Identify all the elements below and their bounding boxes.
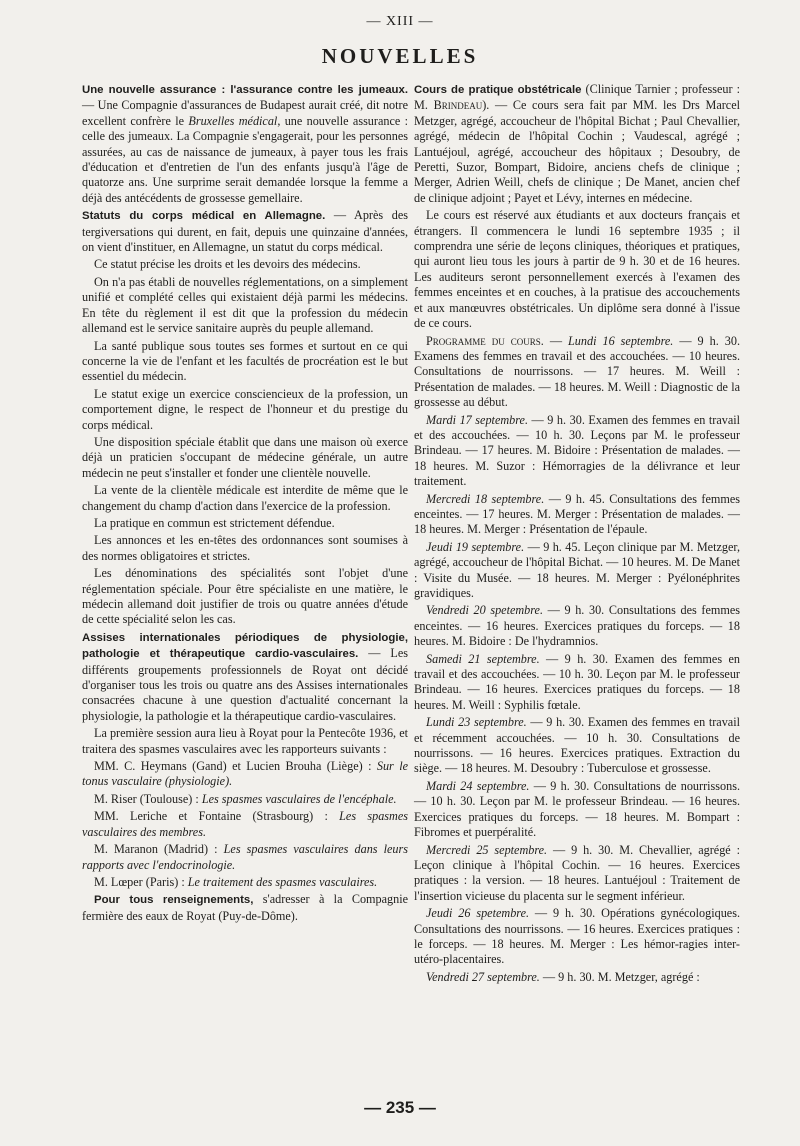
paragraph: Le cours est réservé aux étudiants et aux docteurs français et étrangers. Il commencera le lundi 16 septembre 1935 ; il comprendra une série de leçons cliniques, théoriques et pratiques, qui auront lieu tous les jours à partir de 9 h. 30 et de 16 heures. Les auditeurs seront personnellement exercés à l'examen des femmes enceintes et en couches, à la pratisue des accouchements et aux manœuvres obstétricales. Un diplôme sera donné à l'issue de ce cours. — [414, 208, 740, 331]
left-column — [82, 82, 408, 926]
article-german-statute: Statuts du corps médical en Allemagne. — Après des tergiversations qui durent, en fait, depuis une quinzaine d'années, on vient d'instituer, en Allemagne, un statut du corps médical. — [82, 208, 408, 255]
program-item: Jeudi 19 septembre. — 9 h. 45. Leçon clinique par M. Metzger, agrégé, accoucheur de l'hôpital Bichat. — 10 heures. M. De Manet : Visite du Musée. — 18 heures. M. Merger : Pyélonéphrites gravidiques. — [414, 539, 740, 600]
paragraph-info: Pour tous renseignements, s'adresser à la Compagnie fermière des eaux de Royat (Puy-de-Dôme). — [82, 892, 409, 923]
paragraph: Une disposition spéciale établit que dans une maison où exerce déjà un praticien s'occupant de médecine générale, un autre médecin ne peut s'installer et fonder une clientèle nouvelle. — [82, 434, 408, 480]
program-item: Lundi 23 septembre. — 9 h. 30. Examen des femmes en travail et récemment accouchées. — 10 h. 30. Consultations de nourrissons. — 16 heures. Exercices pratiques. Extraction du siège. — 18 heures. M. Desoubry : Tuberculose et grossesse. — [414, 715, 740, 776]
page-title: NOUVELLES — [321, 44, 479, 68]
reporter-item: M. Lœper (Paris) : Le traitement des spasmes vasculaires. — [94, 874, 378, 889]
reporter-item: MM. Leriche et Fontaine (Strasbourg) : Les spasmes vasculaires des membres. — [82, 809, 408, 839]
paragraph: Les annonces et les en-têtes des ordonnances sont soumises à des normes obligatoires et strictes. — [82, 533, 408, 563]
article-lead: Assises internationales périodiques de physiologie, pathologie et thérapeutique cardio-vasculaires. — [82, 631, 408, 661]
program-item: Programme du cours. — Lundi 16 septembre. — 9 h. 30. Examens des femmes en travail et des accouchées. — 10 heures. Consultations de nourrissons. — 17 heures. M. Weill : Présentation de malades. — 18 heures. M. Weill : Diagnostic de la grossesse au début. — [414, 333, 741, 410]
article-twins-insurance: Une nouvelle assurance : l'assurance contre les jumeaux. — Une Compagnie d'assurances de Budapest aurait créé, dit notre excellent confrère le Bruxelles médical, une nouvelle assurance : celle des jumeaux. La Compagnie s'engagerait, pour les personnes assurées, au cas de naissance de jumeaux, à payer tous les frais d'éducation et d'entretien de l'un des enfants jusqu'à l'âge de quatorze ans. Une surprime serait demandée lorsque la femme a déjà des antécédents de grossesse gemellaire. — [82, 84, 408, 205]
article-obstetric-course: Cours de pratique obstétricale (Clinique Tarnier ; professeur : M. Brindeau). — Ce cours sera fait par MM. les Drs Marcel Metzger, agrégé, accoucheur de l'hôpital Bichat ; Paul Chevallier, agrégé, médecin de l'hôpital Cochin ; Vaudescal, agrégé ; Lantuéjoul, agrégé, accoucheur des hôpitaux ; Desoubry, de Peretti, Suzor, Bompart, Bidoire, anciens chefs de clinique ; Merger, Adrien Weill, chefs de clinique ; De Manet, ancien chef de clinique adjoint ; Payet et Lévy, internes en médecine. — [414, 82, 741, 205]
program-item: Mardi 17 septembre. — 9 h. 30. Examen des femmes en travail et des accouchées. — 10 h. 30. Leçons par M. le professeur Brindeau. — 17 heures. M. Bidoire : Présentation de malades. — 18 heures. M. Suzor : Hémorragies de la délivrance et leur traitement. — [414, 412, 741, 489]
article-lead: Une nouvelle assurance : l'assurance contre les jumeaux. — [82, 84, 408, 96]
program-item: Jeudi 26 spetembre. — 9 h. 30. Opérations gynécologiques. Consultations des nourrissons. — 16 heures. Exercices pratiques : le forceps. — 18 heures. M. Merger : Les hémor-ragies inter-utéro-placentaires. — [414, 906, 740, 967]
running-head: — XIII — — [366, 14, 434, 29]
article-cardio-assises: Assises internationales périodiques de physiologie, pathologie et thérapeutique cardio-vasculaires. — Les différents groupements professionnels de Royat ont décidé d'organiser tous les trois ou quatre ans des Assises internationales consacrées chacune à une question d'actualité concernant la physiologie, la pathologie et la thérapeutique cardio-vasculaires. — [82, 631, 408, 723]
program-item: Vendredi 20 spetembre. — 9 h. 30. Consultations des femmes enceintes. — 16 heures. Exercices pratiques du forceps. — 18 heures. M. Bidoire : De l'hydramnios. — [414, 603, 740, 649]
reporter-item: M. Riser (Toulouse) : Les spasmes vasculaires de l'encéphale. — [94, 791, 397, 806]
program-item: Samedi 21 septembre. — 9 h. 30. Examen des femmes en travail et des accouchées. — 10 h. 30. Leçon par M. le professeur Brindeau. — 16 heures. Exercices pratiques du forceps. — 18 heures. M. Weill : Syphilis fœtale. — [414, 651, 741, 712]
program-item: Mercredi 18 septembre. — 9 h. 45. Consultations des femmes enceintes. — 17 heures. M. Merger : Présentation de malades. — 18 heures. M. Merger : Présentation de l'épaule. — [414, 491, 741, 537]
program-item: Mardi 24 septembre. — 9 h. 30. Consultations de nourrissons. — 10 h. 30. Leçon par M. le professeur Brindeau. — 16 heures. Exercices pratiques du forceps. — 18 heures. M. Bompart : Fibromes et puerpéralité. — [414, 778, 740, 840]
program-item: Mercredi 25 septembre. — 9 h. 30. M. Chevallier, agrégé : Leçon clinique à l'hôpital Cochin. — 16 heures. Exercices pratiques : la version. — 18 heures. Lantuéjoul : Traitement de l'insertion vicieuse du placenta sur le segment inférieur. — [414, 842, 740, 903]
paragraph: La pratique en commun est strictement défendue. — [94, 515, 335, 530]
paragraph: La santé publique sous toutes ses formes et surtout en ce qui concerne la vie de l'enfant et les facultés de procréation est le but essentiel du médecin. — [82, 338, 408, 384]
paragraph: La première session aura lieu à Royat pour la Pentecôte 1936, et traitera des spasmes vasculaires avec les rapporteurs suivants : — [82, 726, 408, 756]
page-number: — 235 — — [364, 1098, 436, 1117]
program-item: Vendredi 27 septembre. — 9 h. 30. M. Metzger, agrégé : — [426, 969, 700, 984]
article-lead: Cours de pratique obstétricale — [414, 84, 582, 96]
program-label: Programme du cours. — [426, 333, 544, 348]
paragraph: Le statut exige un exercice consciencieux de la profession, un comportement digne, le respect de l'honneur et du prestige du corps médical. — [82, 386, 408, 432]
reporter-item: M. Maranon (Madrid) : Les spasmes vasculaires dans leurs rapports avec l'endocrinologie. — [82, 842, 408, 872]
paragraph: Ce statut précise les droits et les devoirs des médecins. — [94, 257, 361, 272]
right-column — [414, 82, 740, 987]
paragraph: La vente de la clientèle médicale est interdite de même que le changement du champ d'action dans l'exercice de la profession. — [82, 483, 408, 513]
paragraph: On n'a pas établi de nouvelles réglementations, on a simplement unifié et complété celles qui existaient déjà parmi les médecins. En tête du règlement il est dit que la profession du médecin allemand est le service sanitaire auprès du peuple allemand. — [82, 274, 408, 336]
reporter-item: MM. C. Heymans (Gand) et Lucien Brouha (Liège) : Sur le tonus vasculaire (physiologie). — [82, 759, 408, 789]
paragraph: Les dénominations des spécialités sont l'objet d'une réglementation spéciale. Pour être spécialiste en une matière, le médecin allemand doit justifier de trois ou quatre années d'étude de cette spécialité selon les cas. — [82, 566, 408, 627]
article-lead: Statuts du corps médical en Allemagne. — [82, 210, 326, 223]
